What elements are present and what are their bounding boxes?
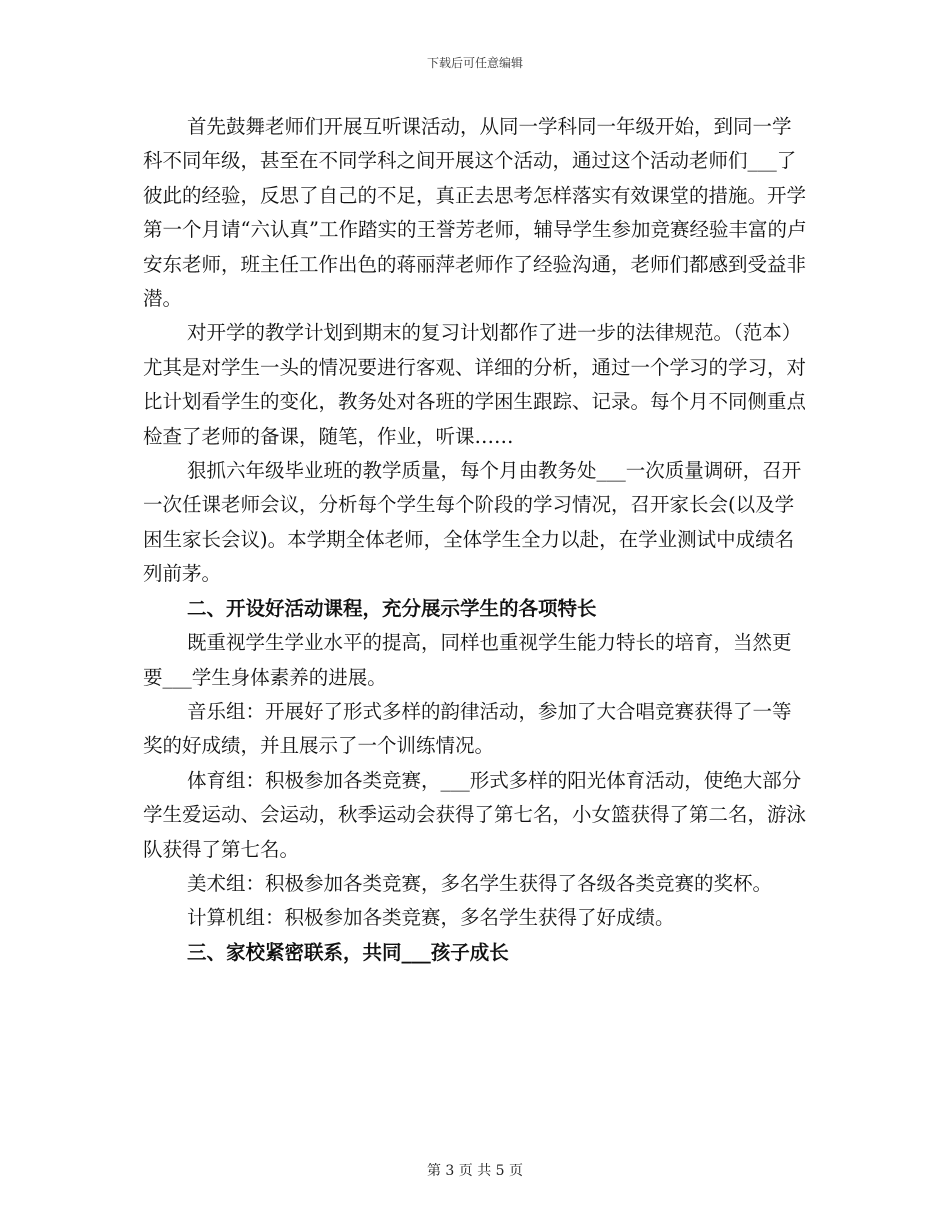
paragraph-computer: 计算机组：积极参加各类竞赛，多名学生获得了好成绩。 [187, 906, 675, 930]
paragraph-music: 音乐组：开展好了形式多样的韵律活动，参加了大合唱竞赛获得了一等奖的好成绩，并且展示了一个训练情况。 [143, 699, 792, 758]
paragraph-4: 既重视学生学业水平的提高，同样也重视学生能力特长的培育，当然更要___学生身体素养的进展。 [143, 631, 792, 689]
paragraph-3: 狠抓六年级毕业班的教学质量，每个月由教务处___一次质量调研，召开一次任课老师会议，分析每个学生每个阶段的学习情况，召开家长会(以及学困生家长会议)。本学期全体老师，全体学生全力以赴，在学业测试中成绩名列前茅。 [143, 459, 802, 586]
document-body [143, 110, 808, 970]
paragraph-1: 首先鼓舞老师们开展互听课活动，从同一学科同一年级开始，到同一学科不同年级，甚至在不同学科之间开展这个活动，通过这个活动老师们___了彼此的经验，反思了自己的不足，真正去思考怎样落实有效课堂的措施。开学第一个月请“六认真”工作踏实的王誉芳老师，辅导学生参加竞赛经验丰富的卢安东老师，班主任工作出色的蒋丽萍老师作了经验沟通，老师们都感到受益非潜。 [143, 115, 807, 311]
page-number: 第 3 页 共 5 页 [426, 1163, 524, 1179]
paragraph-sports: 体育组：积极参加各类竞赛，___形式多样的阳光体育活动，使绝大部分学生爱运动、会运动，秋季运动会获得了第七名，小女篮获得了第二名，游泳队获得了第七名。 [143, 768, 807, 861]
paragraph-2: 对开学的教学计划到期末的复习计划都作了进一步的法律规范。（范本）尤其是对学生一头的情况要进行客观、详细的分析，通过一个学习的学习，对比计划看学生的变化，教务处对各班的学困生跟踪、记录。每个月不同侧重点检查了老师的备课，随笔，作业，听课…… [143, 321, 807, 448]
section-heading-2: 二、开设好活动课程，充分展示学生的各项特长 [187, 596, 597, 620]
paragraph-art: 美术组：积极参加各类竞赛，多名学生获得了各级各类竞赛的奖杯。 [187, 871, 773, 895]
page-header: 下载后可任意编辑 [426, 56, 523, 70]
section-heading-3: 三、家校紧密联系，共同___孩子成长 [187, 940, 509, 964]
